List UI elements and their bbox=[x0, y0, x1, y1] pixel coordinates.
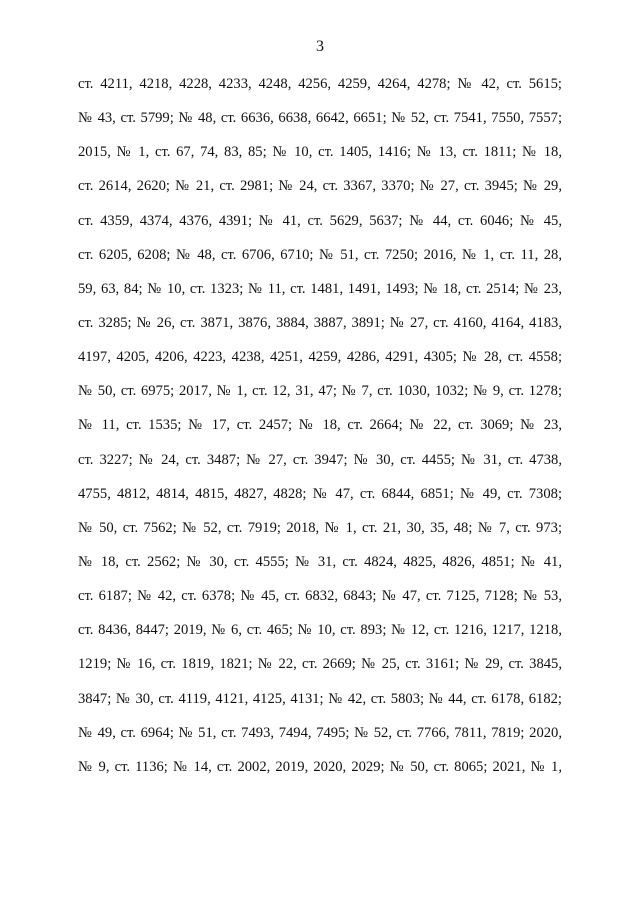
text-line: ст. 4359, 4374, 4376, 4391; № 41, ст. 5629, 5637; № 44, ст. 6046; № 45, bbox=[78, 212, 562, 229]
page-number: 3 bbox=[316, 38, 324, 55]
text-line: 4197, 4205, 4206, 4223, 4238, 4251, 4259, 4286, 4291, 4305; № 28, ст. 4558; bbox=[78, 349, 562, 366]
body-text bbox=[78, 75, 562, 792]
text-line: № 11, ст. 1535; № 17, ст. 2457; № 18, ст. 2664; № 22, ст. 3069; № 23, bbox=[78, 417, 562, 434]
text-line: ст. 3285; № 26, ст. 3871, 3876, 3884, 3887, 3891; № 27, ст. 4160, 4164, 4183, bbox=[78, 314, 562, 331]
text-line: 4755, 4812, 4814, 4815, 4827, 4828; № 47, ст. 6844, 6851; № 49, ст. 7308; bbox=[78, 485, 562, 502]
text-line: № 49, ст. 6964; № 51, ст. 7493, 7494, 7495; № 52, ст. 7766, 7811, 7819; 2020, bbox=[78, 724, 562, 741]
text-line: № 50, ст. 6975; 2017, № 1, ст. 12, 31, 47; № 7, ст. 1030, 1032; № 9, ст. 1278; bbox=[78, 383, 562, 400]
text-line: ст. 3227; № 24, ст. 3487; № 27, ст. 3947; № 30, ст. 4455; № 31, ст. 4738, bbox=[78, 451, 562, 468]
text-line: № 43, ст. 5799; № 48, ст. 6636, 6638, 6642, 6651; № 52, ст. 7541, 7550, 7557; bbox=[78, 110, 562, 127]
text-line: ст. 4211, 4218, 4228, 4233, 4248, 4256, 4259, 4264, 4278; № 42, ст. 5615; bbox=[78, 76, 562, 92]
text-line: № 18, ст. 2562; № 30, ст. 4555; № 31, ст. 4824, 4825, 4826, 4851; № 41, bbox=[78, 553, 562, 570]
text-line: ст. 6205, 6208; № 48, ст. 6706, 6710; № 51, ст. 7250; 2016, № 1, ст. 11, 28, bbox=[78, 246, 562, 263]
text-line: № 50, ст. 7562; № 52, ст. 7919; 2018, № 1, ст. 21, 30, 35, 48; № 7, ст. 973; bbox=[78, 519, 562, 536]
text-line: ст. 8436, 8447; 2019, № 6, ст. 465; № 10, ст. 893; № 12, ст. 1216, 1217, 1218, bbox=[78, 622, 562, 639]
text-line: 2015, № 1, ст. 67, 74, 83, 85; № 10, ст. 1405, 1416; № 13, ст. 1811; № 18, bbox=[78, 144, 562, 161]
text-line: 1219; № 16, ст. 1819, 1821; № 22, ст. 2669; № 25, ст. 3161; № 29, ст. 3845, bbox=[78, 656, 562, 673]
text-line: ст. 2614, 2620; № 21, ст. 2981; № 24, ст. 3367, 3370; № 27, ст. 3945; № 29, bbox=[78, 178, 562, 195]
text-line: ст. 6187; № 42, ст. 6378; № 45, ст. 6832, 6843; № 47, ст. 7125, 7128; № 53, bbox=[78, 588, 562, 605]
text-line: № 9, ст. 1136; № 14, ст. 2002, 2019, 2020, 2029; № 50, ст. 8065; 2021, № 1, bbox=[78, 758, 562, 775]
text-line: 59, 63, 84; № 10, ст. 1323; № 11, ст. 1481, 1491, 1493; № 18, ст. 2514; № 23, bbox=[78, 280, 562, 297]
text-line: 3847; № 30, ст. 4119, 4121, 4125, 4131; № 42, ст. 5803; № 44, ст. 6178, 6182; bbox=[78, 690, 562, 707]
